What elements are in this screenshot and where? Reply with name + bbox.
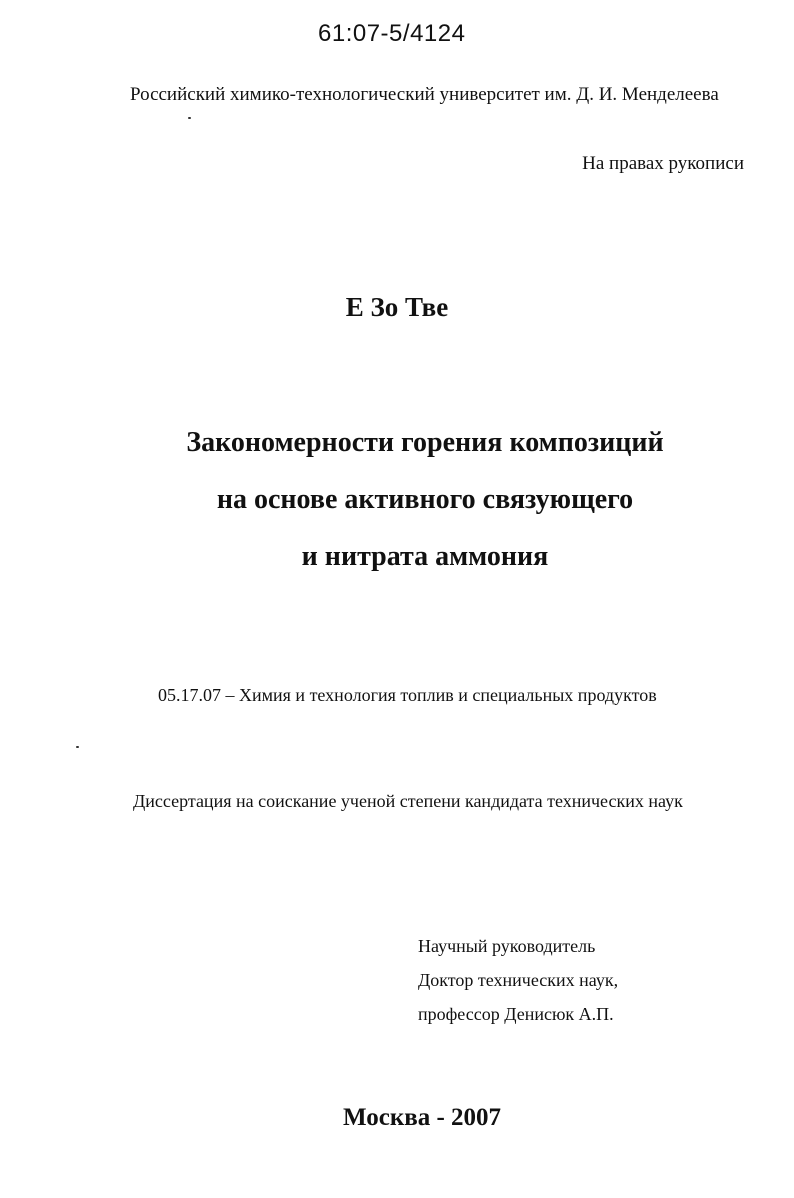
- dissertation-title: [0, 414, 794, 585]
- author-name: Е Зо Тве: [345, 292, 449, 322]
- title-line-2: на основе активного связующего: [216, 484, 634, 515]
- title-line-3: и нитрата аммония: [301, 541, 549, 572]
- dissertation-degree: Диссертация на соискание ученой степени кандидата технических наук: [133, 791, 683, 811]
- manuscript-rights-note: На правах рукописи: [582, 153, 744, 174]
- archive-code: 61:07-5/4124: [318, 20, 466, 47]
- supervisor-name: профессор Денисюк А.П.: [418, 1004, 614, 1024]
- title-line-1: Закономерности горения композиций: [186, 427, 664, 458]
- supervisor-role: Научный руководитель: [418, 936, 596, 956]
- specialty-code: 05.17.07 – Химия и технология топлив и специальных продуктов: [158, 685, 657, 705]
- supervisor-degree: Доктор технических наук,: [418, 970, 619, 990]
- supervisor-block: [418, 929, 618, 1031]
- scan-speck: [76, 746, 79, 748]
- city-and-year: Москва - 2007: [342, 1104, 502, 1131]
- scan-speck: [188, 117, 191, 119]
- university-name: Российский химико-технологический университет им. Д. И. Менделеева: [130, 84, 719, 105]
